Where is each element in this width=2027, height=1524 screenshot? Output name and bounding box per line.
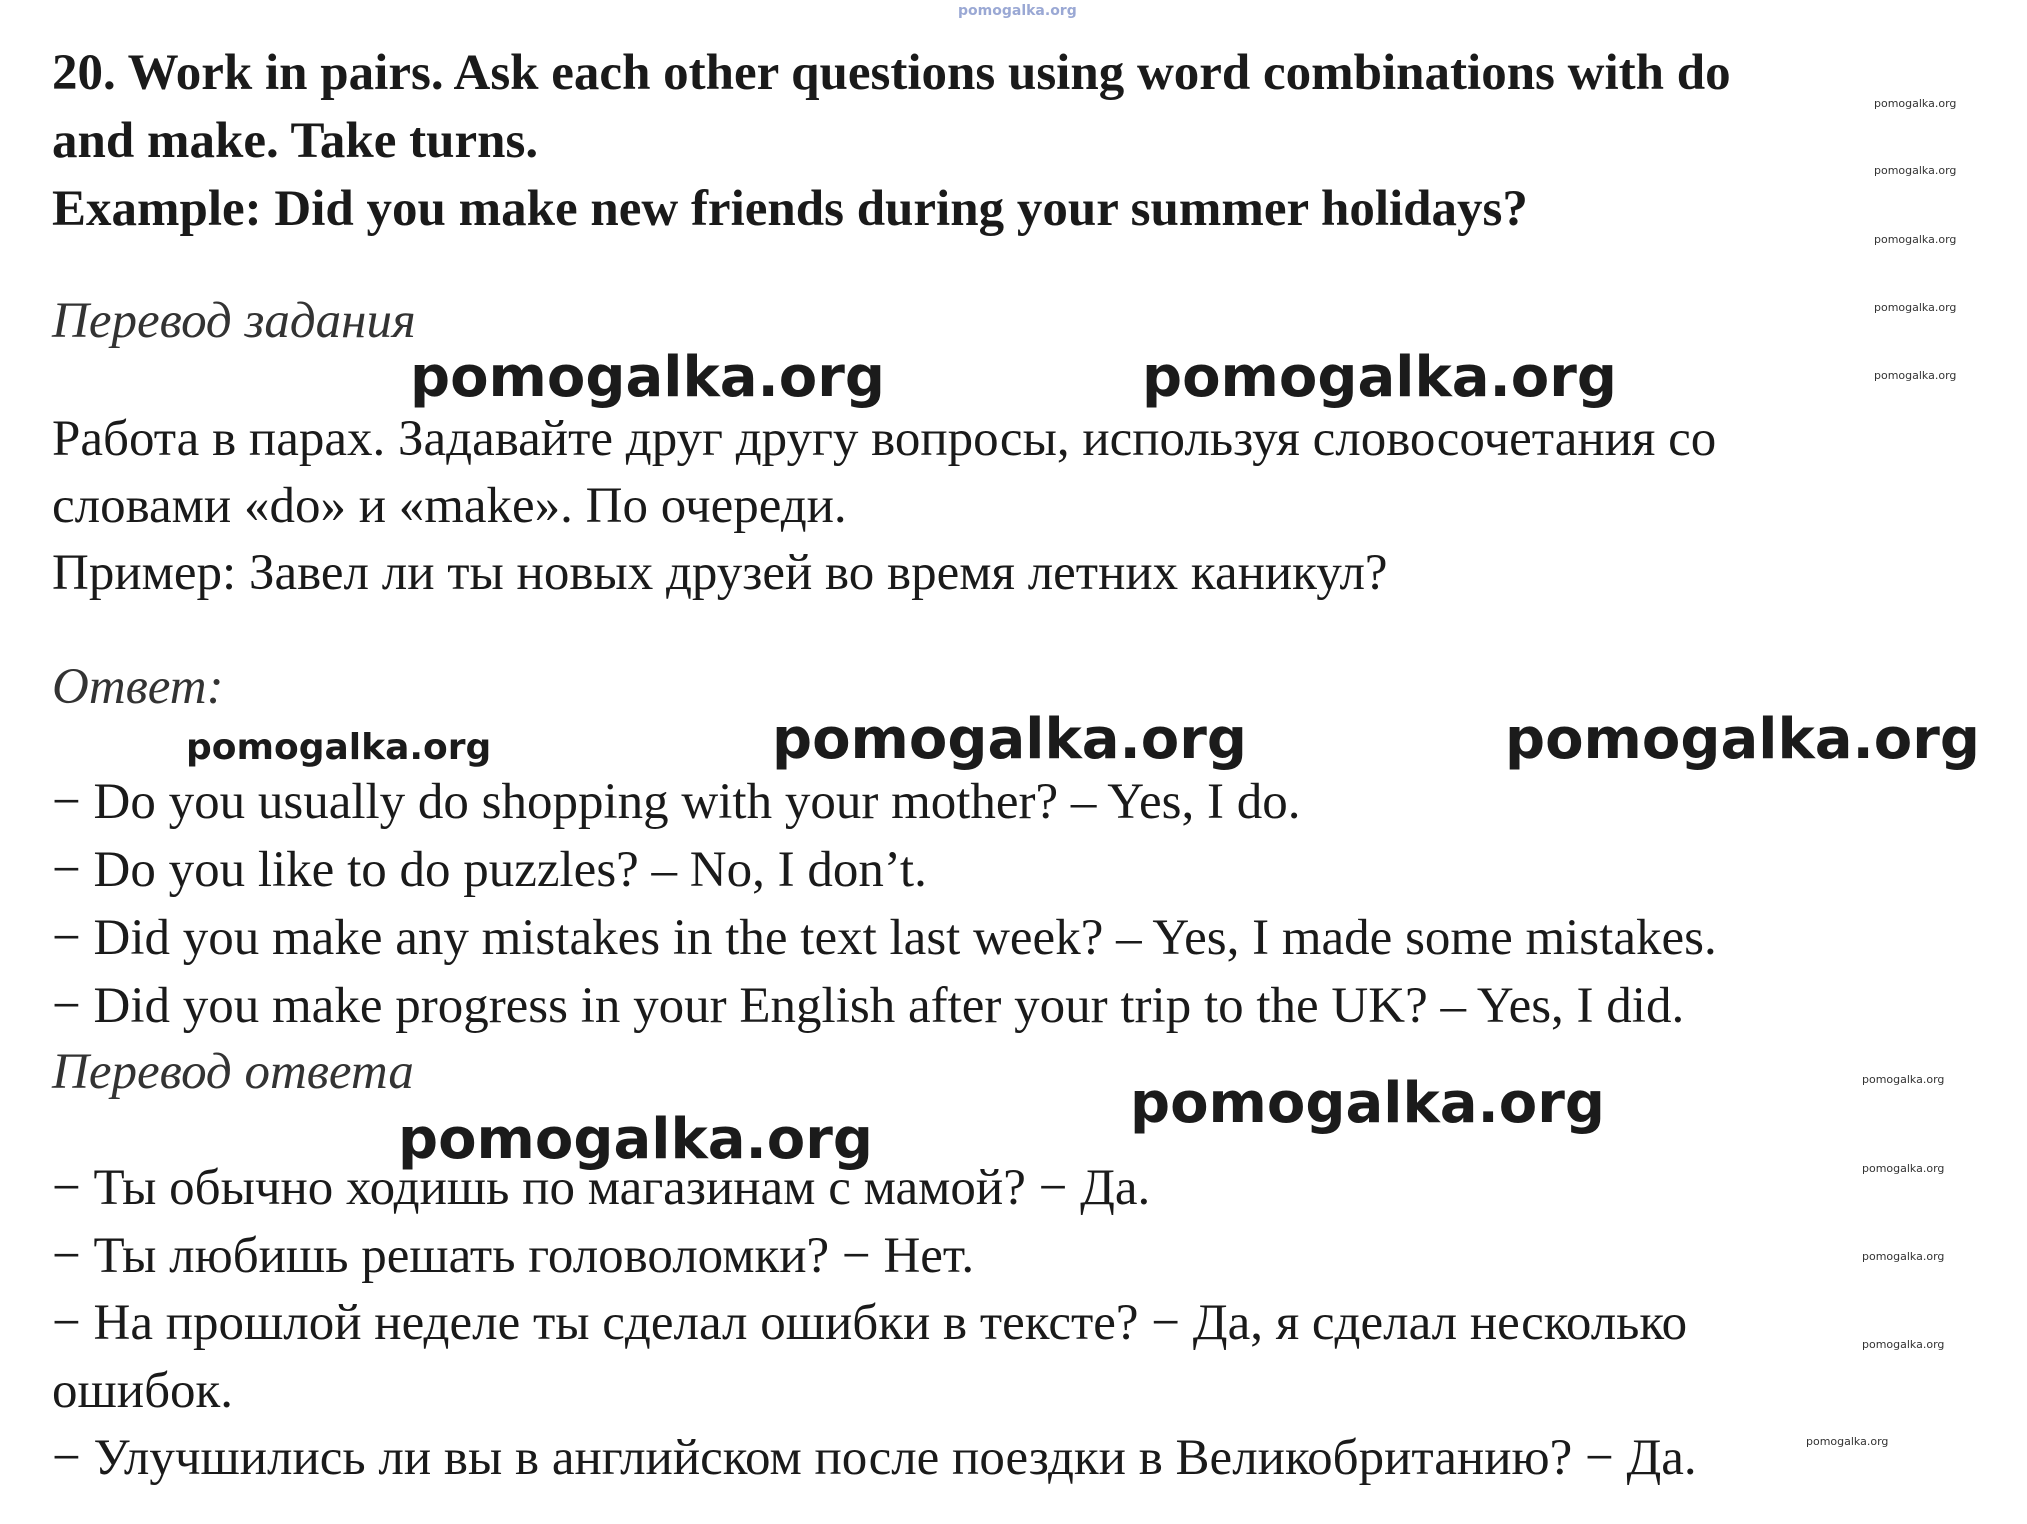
task-translation-example: Пример: Завел ли ты новых друзей во время летних каникул? [52, 545, 1388, 601]
answer-translation-item: − Улучшились ли вы в английском после поездки в Великобританию? − Да. [52, 1430, 1697, 1486]
watermark: pomogalka.org [410, 345, 885, 410]
answer-translation-item: − Ты любишь решать головоломки? − Нет. [52, 1228, 975, 1284]
watermark-small: pomogalka.org [1862, 1338, 1945, 1351]
answer-translation-item: − На прошлой неделе ты сделал ошибки в тексте? − Да, я сделал несколько [52, 1295, 1688, 1351]
watermark-small: pomogalka.org [1874, 97, 1957, 110]
answer-translation-heading: Перевод ответа [52, 1044, 414, 1100]
watermark: pomogalka.org [1130, 1071, 1605, 1136]
task-translation-line-2: словами «do» и «make». По очереди. [52, 478, 847, 534]
task-line-2: and make. Take turns. [52, 113, 539, 169]
watermark-small: pomogalka.org [1874, 164, 1957, 177]
watermark-small: pomogalka.org [1862, 1162, 1945, 1175]
answer-item: − Do you usually do shopping with your mother? – Yes, I do. [52, 774, 1301, 830]
answer-heading: Ответ: [52, 659, 224, 715]
answer-item: − Did you make progress in your English after your trip to the UK? – Yes, I did. [52, 978, 1685, 1034]
task-translation-line-1: Работа в парах. Задавайте друг другу вопросы, используя словосочетания со [52, 411, 1717, 467]
watermark-small: pomogalka.org [1874, 369, 1957, 382]
answer-item: − Do you like to do puzzles? – No, I don’t. [52, 842, 927, 898]
task-line-1: 20. Work in pairs. Ask each other questions using word combinations with do [52, 45, 1731, 101]
watermark: pomogalka.org [186, 727, 492, 768]
watermark-small: pomogalka.org [1862, 1073, 1945, 1086]
answer-translation-item-cont: ошибок. [52, 1363, 234, 1419]
watermark: pomogalka.org [772, 707, 1247, 772]
task-example: Example: Did you make new friends during your summer holidays? [52, 181, 1528, 237]
watermark: pomogalka.org [1142, 345, 1617, 410]
answer-item: − Did you make any mistakes in the text last week? – Yes, I made some mistakes. [52, 910, 1717, 966]
watermark-small: pomogalka.org [1862, 1250, 1945, 1263]
watermark-small: pomogalka.org [1874, 233, 1957, 246]
watermark-small: pomogalka.org [1806, 1435, 1889, 1448]
task-translation-heading: Перевод задания [52, 293, 416, 349]
answer-translation-item: − Ты обычно ходишь по магазинам с мамой? − Да. [52, 1160, 1151, 1216]
watermark-top: pomogalka.org [958, 3, 1077, 19]
watermark: pomogalka.org [398, 1107, 873, 1172]
watermark-small: pomogalka.org [1874, 301, 1957, 314]
watermark: pomogalka.org [1505, 707, 1980, 772]
